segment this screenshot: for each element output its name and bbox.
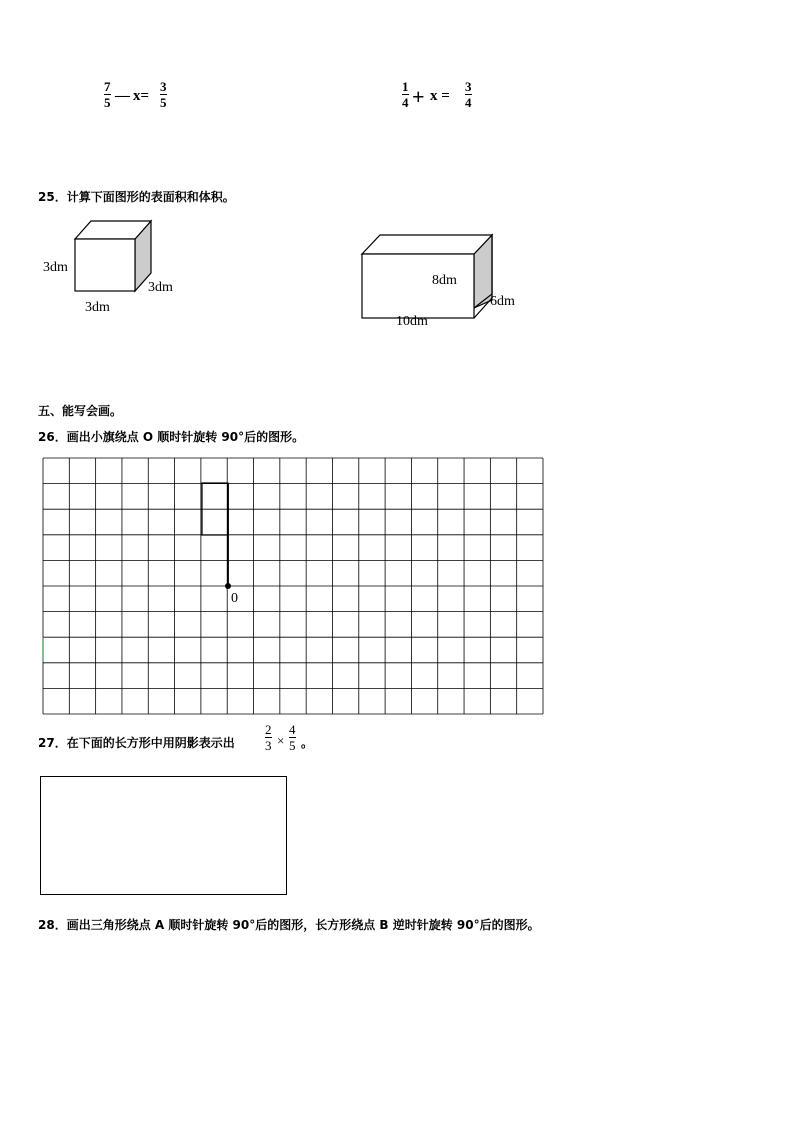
variable: x = xyxy=(430,88,450,104)
cube-width-label: 3dm xyxy=(85,300,110,315)
fraction: 1 4 xyxy=(402,79,409,110)
fraction: 4 5 xyxy=(289,722,296,753)
cube-height-label: 3dm xyxy=(43,260,68,275)
fraction: 3 4 xyxy=(465,79,472,110)
fraction: 3 5 xyxy=(160,79,167,110)
minus-sign: — xyxy=(115,88,130,104)
question-25: 25．计算下面图形的表面积和体积。 xyxy=(38,190,235,204)
question-28: 28．画出三角形绕点 A 顺时针旋转 90°后的图形，长方形绕点 B 逆时针旋转 90°后的图形。 xyxy=(38,918,540,932)
grid-figure xyxy=(0,450,794,720)
period: 。 xyxy=(301,736,314,750)
grid xyxy=(43,458,543,714)
cuboid-height-label: 8dm xyxy=(432,273,457,288)
fraction: 7 5 xyxy=(104,79,111,110)
section-title: 五、能写会画。 xyxy=(38,404,123,418)
cuboid-depth-label: 6dm xyxy=(490,294,515,309)
question-27: 27．在下面的长方形中用阴影表示出 xyxy=(38,736,235,750)
answer-rectangle[interactable] xyxy=(40,776,287,895)
variable: x= xyxy=(133,88,150,104)
plus-sign: + xyxy=(412,84,425,109)
question-26: 26．画出小旗绕点 O 顺时针旋转 90°后的图形。 xyxy=(38,430,305,444)
flag-shape xyxy=(202,483,228,586)
fraction: 2 3 xyxy=(265,722,272,753)
cube-depth-label: 3dm xyxy=(148,280,173,295)
cuboid-length-label: 10dm xyxy=(396,314,428,329)
rotation-point xyxy=(225,583,231,589)
times-sign: × xyxy=(277,733,285,748)
cuboid-shape xyxy=(362,235,492,318)
point-o-label: 0 xyxy=(231,591,238,606)
cube-shape xyxy=(75,221,151,291)
